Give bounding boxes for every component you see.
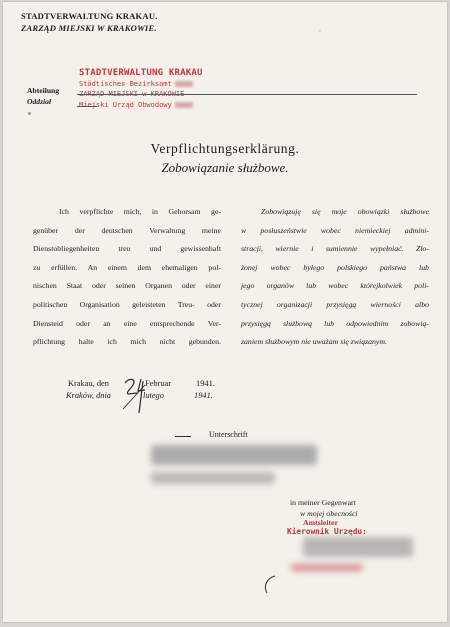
stamp-line-2-text: Städtisches Bezirksamt: [79, 79, 172, 88]
body-german-line: pflichtung halte ich mich nicht gebunden.: [33, 337, 221, 347]
redacted-signature: [151, 445, 317, 465]
stamp-line-2: [79, 79, 203, 90]
header-line-polish: ZARZĄD MIEJSKI W KRAKOWIE.: [21, 23, 157, 33]
body-polish-line: jego organów lub wobec którejkolwiek poli-: [241, 281, 429, 291]
body-polish-line: przysięgą służbową lub odpowiednim zobowią-: [241, 318, 429, 328]
date-month-german: Februar: [145, 379, 172, 388]
presence-german: in meiner Gegenwart: [290, 498, 356, 507]
redacted-official-signature: [303, 537, 413, 557]
title-german: Verpflichtungserklärung.: [150, 141, 300, 156]
body-german-line: Dienstobliegenheiten treu und gewissenhaft: [33, 244, 221, 254]
date-year-german: 1941.: [196, 379, 215, 388]
stamp-line-4: [79, 100, 203, 111]
body-german-line: Ich verpflichte mich, in Gehorsam ge-: [59, 207, 221, 216]
department-label-german: Abteilung: [27, 86, 60, 95]
department-line-1: [77, 94, 417, 95]
redaction-mark: [175, 81, 193, 87]
handwritten-date-day: [119, 373, 153, 417]
body-german: [33, 203, 221, 352]
corner-mark: ʻ: [319, 30, 321, 36]
official-role-polish: Kierownik Urzędu:: [287, 527, 367, 536]
body-german-line: nischen Staat oder seinen Organen oder einer: [33, 281, 221, 291]
date-month-polish: lutego: [143, 391, 164, 400]
margin-mark: [28, 112, 31, 115]
title-polish: Zobowiązanie służbowe.: [161, 160, 289, 175]
stamp-line-3-text: ZARZĄD MIEJSKI w KRAKOWIE: [79, 90, 185, 99]
body-polish-line: w posłuszeństwie wobec niemieckiej admini-: [241, 225, 429, 235]
header-line-german: STADTVERWALTUNG KRAKAU.: [21, 11, 158, 21]
body-german-line: genüber der deutschen Verwaltung meine: [33, 225, 221, 235]
department-label-polish: Oddział: [27, 97, 52, 106]
stamp-line-4-text: Miejski Urząd Obwodowy: [79, 100, 172, 109]
body-german-line: politischen Organisation geleisteten Treu- oder: [33, 299, 221, 309]
redacted-signature-2: [151, 472, 275, 484]
body-polish-line: zaniem służbowym nie uważam się związanym.: [241, 337, 387, 347]
stamp-line-1: STADTVERWALTUNG KRAKAU: [79, 68, 203, 78]
body-polish-line: stracji, wiernie i sumiennie wypełniać. Zło-: [241, 244, 429, 254]
body-polish-line: tycznej organizacji przysięgą wierności albo: [241, 299, 429, 309]
body-german-line: zu erfüllen. An einem dem ehemaligen pol-: [33, 262, 221, 272]
signature-dash: [175, 436, 191, 437]
date-place-german: Krakau, den: [68, 379, 109, 388]
date-place-polish: Kraków, dnia: [66, 391, 111, 400]
ink-scribble: [261, 574, 281, 596]
redaction-mark: [175, 102, 193, 108]
body-german-line: Diensteid oder an eine entsprechende Ver-: [33, 318, 221, 328]
official-role-german: Amtsleiter: [303, 518, 339, 527]
body-polish-line: Zobowiązuję się moje obowiązki służbowe: [261, 207, 429, 216]
signature-label: Unterschrift: [209, 430, 248, 439]
red-stamp: [79, 68, 203, 110]
body-polish: [241, 203, 429, 352]
body-polish-line: żonej wobec byłego polskiego państwa lub: [241, 262, 429, 272]
document-page: [3, 2, 447, 622]
presence-polish: w mojej obecności: [300, 509, 358, 518]
redacted-official-name: [291, 564, 363, 571]
department-line-2: [77, 106, 97, 107]
date-year-polish: 1941.: [194, 391, 213, 400]
